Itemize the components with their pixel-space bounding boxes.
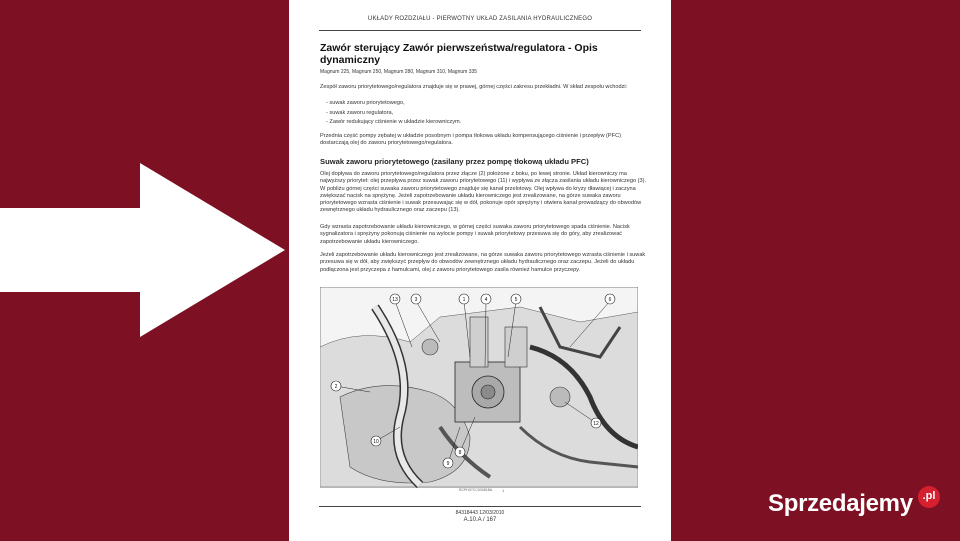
footer-divider xyxy=(319,506,641,507)
pressure-paragraph: Jeżeli zapotrzebowanie układu kierowniczego jest zrealizowane, na górze suwaka zaworu priorytetowego wzrasta ciśnienie i suwak przesuwa się w dół, aby zwiększyć przepływ do obwodów zewnętrznego układu hydraulicznego oraz zaczepu. Jeżeli do układu podłączona jest przyczepa z hamulcami, olej z zaworu priorytetowego zasila również hamulce przyczepy. xyxy=(320,252,646,273)
figure-code: RCPH07CC00081BA xyxy=(459,488,493,492)
pump-paragraph: Przednia część pompy zębatej w układzie posobnym i pompa tłokowa układu kompensującego ciśnienie i przepływ (PFC) dostarczają olej do zaworu priorytetowego/regulatora. xyxy=(320,133,621,147)
callout-label: 13 xyxy=(392,297,398,303)
callout-label: 5 xyxy=(514,297,518,303)
section-subtitle: Suwak zaworu priorytetowego (zasilany przez pompę tłokową układu PFC) xyxy=(320,157,589,166)
model-list: Magnum 225, Magnum 250, Magnum 280, Magnum 310, Magnum 335 xyxy=(320,69,478,75)
intro-paragraph: Zespół zaworu priorytetowego/regulatora znajduje się w prawej, górnej części zakresu przekładni. W skład zespołu wchodzi: xyxy=(320,84,628,90)
page-header: UKŁADY ROZDZIAŁU - PIERWOTNY UKŁAD ZASILANIA HYDRAULICZNEGO xyxy=(367,16,593,22)
list-item: - Zawór redukujący ciśnienie w układzie kierowniczym. xyxy=(326,118,461,128)
priority-spool-paragraph: Olej dopływa do zaworu priorytetowego/regulatora przez złącze (2) położone z boku, po lewej stronie. Układ kierowniczy ma najwyższy priorytet: olej przepływa przez suwak zaworu priorytetowego (11) i wypływa ze złącza zasilania układu kierowniczego (3). W pobliżu górnej części suwaka zaworu priorytetowego znajduje się kanał przelotowy. Olej wpływa do kryzy dławiącej i zaczyna zwiększać nacisk na sprężynę. Jeżeli zapotrzebowanie układu kierowniczego jest zrealizowane, na górze suwaka zaworu priorytetowego wzrasta ciśnienie i suwak przesuwając się w dół, pokonuje opór sprężyny i otwiera kanał prowadzący do obwodów zewnętrznego układu hydraulicznego oraz zaczepu (13). xyxy=(320,171,647,214)
page-number: A.10.A / 167 xyxy=(463,517,497,523)
brand-logo-text: Sprzedajemy xyxy=(768,490,913,517)
page-title: Zawór sterujący Zawór pierwszeństwa/regulatora - Opis dynamiczny xyxy=(320,42,598,66)
list-item: - suwak zaworu regulatora, xyxy=(326,109,461,119)
callout-label: 12 xyxy=(593,421,599,427)
header-divider xyxy=(319,30,641,31)
list-item: - suwak zaworu priorytetowego, xyxy=(326,99,461,109)
right-arrow-icon xyxy=(0,160,290,340)
valve-diagram xyxy=(320,287,638,497)
callout-label: 8 xyxy=(458,450,462,456)
manual-page xyxy=(289,0,671,541)
demand-paragraph: Gdy wzrasta zapotrzebowanie układu kierowniczego, w górnej części suwaka zaworu priorytetowego spada ciśnienie. Nacisk sygnalizatora i sprężyny pokonują ciśnienie na wylocie pompy i suwak priorytetowy przesuwa się do góry, aby zrealizować zapotrzebowanie układu kierowniczego. xyxy=(320,224,630,245)
figure-number: 1 xyxy=(502,488,505,493)
callout-label: 2 xyxy=(334,384,338,390)
brand-badge: .pl xyxy=(918,486,940,508)
callout-label: 6 xyxy=(608,297,612,303)
document-number: 84318443 12/03/2010 xyxy=(455,510,505,516)
callout-label: 4 xyxy=(484,297,488,303)
component-list xyxy=(326,99,461,128)
callout-label: 1 xyxy=(462,297,466,303)
callout-label: 3 xyxy=(414,297,418,303)
callout-label: 10 xyxy=(373,439,379,445)
callout-label: 9 xyxy=(446,461,450,467)
